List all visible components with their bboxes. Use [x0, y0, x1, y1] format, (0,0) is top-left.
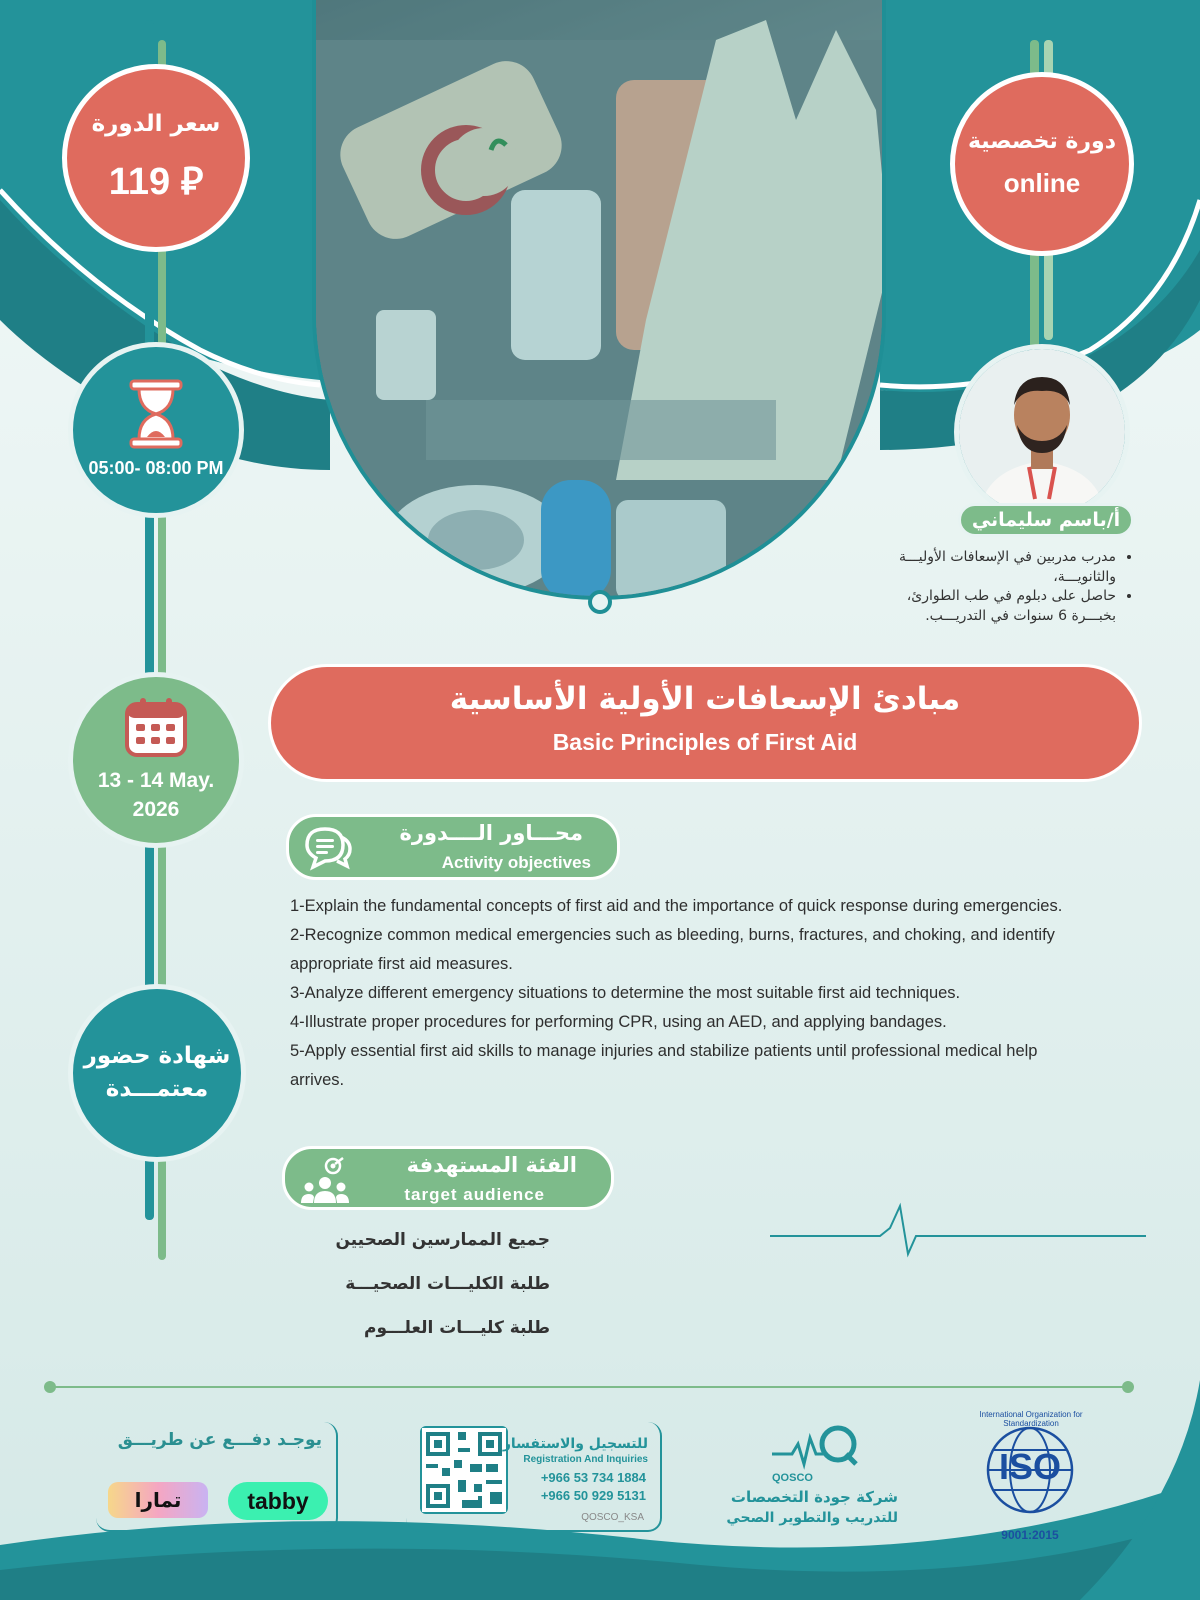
hero-anchor-dot — [588, 590, 612, 614]
registration-subtitle: Registration And Inquiries — [523, 1454, 648, 1465]
price-badge — [62, 64, 250, 252]
audience-item: طلبة الكليـــات الصحيـــة — [345, 1274, 550, 1294]
price-value: 119 ⃁ — [108, 161, 204, 204]
tabby-logo: tabby — [228, 1482, 328, 1520]
registration-info — [406, 1422, 662, 1532]
course-title-english: Basic Principles of First Aid — [552, 729, 858, 755]
group-target-icon — [299, 1157, 351, 1211]
certificate-line2: معتمـــدة — [105, 1076, 209, 1102]
objective-item: 2-Recognize common medical emergencies such as bleeding, burns, fractures, and choking, and identify appropriate first aid measures. — [290, 926, 1055, 973]
course-title — [268, 664, 1142, 782]
instructor-avatar — [954, 344, 1130, 520]
payment-options — [96, 1422, 338, 1532]
objectives-list — [290, 892, 1070, 1095]
price-label: سعر الدورة — [91, 110, 221, 137]
company-name: شركة جودة التخصصات — [730, 1488, 898, 1506]
registration-title: للتسجيل والاستفسار — [502, 1436, 648, 1452]
audience-list — [330, 1230, 550, 1362]
bio-item: • مدرب مدربين في الإسعافات الأوليـــة والثانويـــة، — [860, 548, 1116, 587]
iso-organization: International Organization for Standardization — [979, 1410, 1083, 1428]
date-badge — [68, 672, 244, 848]
chat-icon — [303, 825, 353, 875]
company-subtitle: للتدريب والتطوير الصحي — [726, 1510, 898, 1526]
hourglass-icon — [129, 379, 183, 449]
phone-number[interactable]: +966 50 929 5131 — [540, 1488, 646, 1503]
objectives-heading-english: Activity objectives — [441, 853, 591, 872]
objective-item: 4-Illustrate proper procedures for performing CPR, using an AED, and applying bandages. — [290, 1013, 947, 1031]
audience-heading-english: target audience — [404, 1185, 545, 1204]
time-badge — [68, 342, 244, 518]
payment-title: يوجـد دفـــع عن طريـــق — [117, 1430, 322, 1450]
course-type-badge — [950, 72, 1134, 256]
footer-divider — [48, 1386, 1128, 1388]
objective-item: 3-Analyze different emergency situations to determine the most suitable first aid techniques. — [290, 984, 961, 1002]
time-text: 05:00- 08:00 PM — [88, 458, 224, 479]
objective-item: 1-Explain the fundamental concepts of first aid and the importance of quick response during emergencies. — [290, 897, 1063, 915]
objectives-heading — [286, 814, 620, 880]
footer-divider-dot — [1122, 1381, 1134, 1393]
objectives-heading-arabic: محـــاور الــــدورة — [399, 821, 583, 845]
hero-image — [312, 0, 886, 600]
instructor-name: أ/باسم سليماني — [958, 503, 1134, 537]
calendar-icon — [124, 696, 188, 758]
course-type-label: دورة تخصصية — [967, 129, 1117, 154]
certificate-badge — [68, 984, 246, 1162]
objective-item: 5-Apply essential first aid skills to manage injuries and stabilize patients until professional medical help arrives. — [290, 1042, 1038, 1089]
iso-wordmark: ISO — [998, 1446, 1061, 1487]
qr-code[interactable] — [420, 1426, 508, 1514]
audience-heading — [282, 1146, 614, 1210]
certificate-line1: شهادة حضور — [83, 1042, 231, 1069]
audience-item: جميع الممارسين الصحيين — [335, 1230, 550, 1250]
company-logo — [712, 1418, 912, 1538]
qosco-mark-icon — [712, 1418, 912, 1478]
company-mark: QOSCO — [772, 1472, 813, 1484]
course-mode: online — [1003, 168, 1081, 198]
bio-item: • حاصل على دبلوم في طب الطوارئ، بخبـــرة 6 سنوات في التدريـــب. — [860, 587, 1116, 626]
audience-heading-arabic: الفئة المستهدفة — [406, 1153, 577, 1177]
footer-divider-dot — [44, 1381, 56, 1393]
social-handle[interactable]: QOSCO_KSA — [581, 1512, 644, 1523]
iso-certification — [970, 1408, 1090, 1544]
instructor-bio — [860, 548, 1150, 626]
iso-number: 9001:2015 — [1001, 1528, 1059, 1542]
date-text: 13 - 14 May. 2026 — [97, 768, 215, 821]
phone-number[interactable]: +966 53 734 1884 — [540, 1470, 646, 1485]
audience-item: طلبة كليـــات العلـــوم — [364, 1318, 550, 1338]
course-title-arabic: مبادئ الإسعافات الأولية الأساسية — [449, 681, 961, 717]
tamara-logo: تمارا — [108, 1482, 208, 1518]
